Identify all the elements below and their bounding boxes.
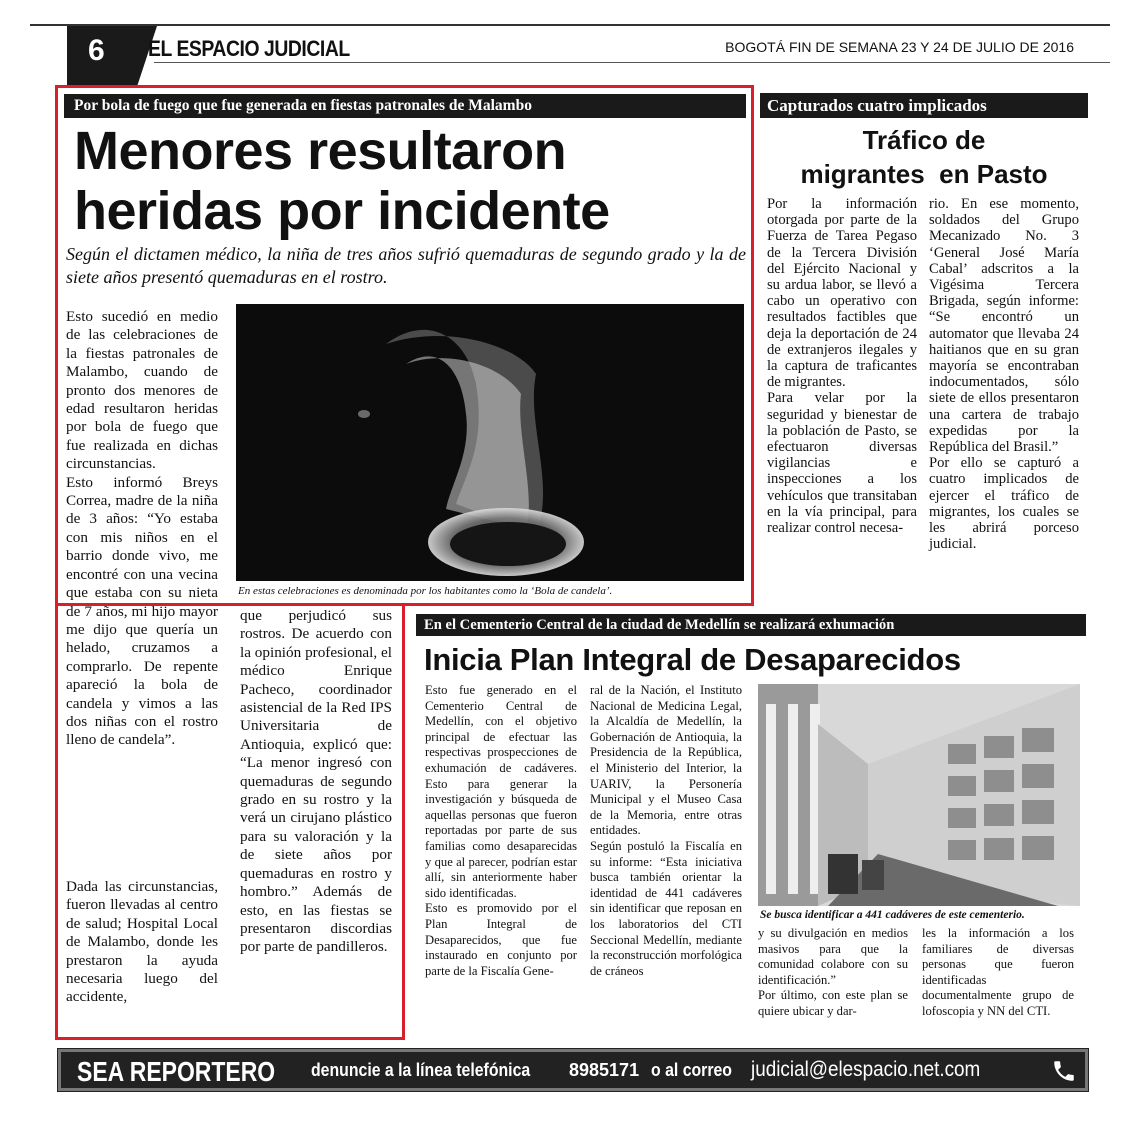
article1-photo-caption: En estas celebraciones es denominada por los habitantes como la ‘Bola de candela’. <box>238 585 613 597</box>
article1-col2-p1: que perjudicó sus rostros. De acuerdo con la opinión profesional, el médico Enrique Pacheco, coordinador asistencial de la Red IPS Universitaria de Antioquia, explicó que: “La menor ingresó con quemaduras de segundo grado en su rostro y la verá un cirujano plástico para su valoración y la de siete años por quemaduras en rostro y hombro.” Además de esto, en las fiestas se presentaron discordias por parte de pandilleros. <box>240 607 392 956</box>
article3-headline: Inicia Plan Integral de Desaparecidos <box>424 642 961 677</box>
page-header <box>30 20 1110 82</box>
article2-col2-p1: rio. En ese momento, soldados del Grupo Mecanizado No. 3 ‘General José María Cabal’ adscritos a la Vigésima Tercera Brigada, según informe: “Se encontró un automator que llevaba 24 haitianos que en su gran mayoría se encontraban indocumentados, sólo siete de ellos presentaron una cartera de trabajo expedidas por la República del Brasil.” <box>929 196 1079 456</box>
footer-email: judicial@elespacio.net.com <box>751 1058 981 1081</box>
article2-col1 <box>767 196 917 536</box>
fire-photo <box>236 304 744 581</box>
footer-phone: 8985171 <box>569 1060 640 1080</box>
header-rule-top <box>30 24 1110 26</box>
article3-col2 <box>590 683 742 979</box>
article1-headline-2: heridas por incidente <box>74 181 610 241</box>
article1-col1-p3: Dada las circunstancias, fueron llevadas al centro de salud; Hospital Local de Malambo, donde les prestaron la ayuda necesaria luego del accidente, <box>66 878 218 1006</box>
article1-headline-1: Menores resultaron <box>74 121 567 181</box>
article3-col1 <box>425 683 577 979</box>
article1-deck: Según el dictamen médico, la niña de tres años sufrió quemaduras de segundo grado y la de siete años presentó quemaduras en el rostro. <box>66 244 746 287</box>
section-title: EL ESPACIO JUDICIAL <box>148 36 350 61</box>
page-number: 6 <box>88 34 105 67</box>
article2-col2 <box>929 196 1079 552</box>
article3-col1-p2: Esto es promovido por el Plan Integral de Desaparecidos, que fue instaurado en conjunto por parte de la Fiscalía Gene- <box>425 901 577 978</box>
article2-col1-p1: Por la información otorgada por parte de la Fuerza de Tarea Pegaso de la Tercera División del Ejército Nacional y su ardua labor, se llevó a cabo un operativo con resultados factibles que deja la deportación de 24 de extranjeros ilegales y la captura de traficantes de migrantes. <box>767 196 917 391</box>
page-number-tab <box>67 26 157 86</box>
article1-col1-p1: Esto sucedió en medio de las celebraciones de la fiestas patronales de Malambo, cuando de pronto dos menores de edad resultaron heridas por bola de fuego que fue realizada en dichas circunstancias. <box>66 308 218 473</box>
article3-col3-p1: y su divulgación en medios masivos para que la comunidad colabore con su identificación.” <box>758 926 908 987</box>
footer-brand: SEA REPORTERO <box>77 1056 276 1087</box>
header-rule-bottom <box>154 62 1110 63</box>
article3-col3-p2: Por último, con este plan se quiere ubicar y dar- <box>758 988 908 1018</box>
article3-kicker: En el Cementerio Central de la ciudad de Medellín se realizará exhumación <box>416 614 1086 636</box>
article3-col1-p1: Esto fue generado en el Cementerio Central de Medellín, con el objetivo principal de efectuar las respectivas prospecciones de exhumación de cadáveres. Esto para generar la investigación y búsqueda de aquellas personas que fueron reportadas por parte de sus familias como desaparecidas y que al parecer, podrían estar allí, sin anteriormente haber sido identificadas. <box>425 683 577 900</box>
article2-kicker: Capturados cuatro implicados <box>760 93 1088 118</box>
article1-col1b <box>66 878 218 1007</box>
footer-text-mid: o al correo <box>651 1060 732 1080</box>
article1-col2 <box>240 607 392 957</box>
footer-banner <box>58 1049 1088 1091</box>
phone-icon <box>1051 1058 1077 1088</box>
article3-photo-caption: Se busca identificar a 441 cadáveres de este cementerio. <box>760 909 1025 921</box>
cemetery-corridor-image <box>758 684 1080 906</box>
article3-col3 <box>758 926 908 1020</box>
cemetery-photo <box>758 684 1080 906</box>
article2-col1-p2: Para velar por la seguridad y bienestar de la población de Pasto, se efectuaron diversas vigilancias e inspecciones a los vehículos que transitaban en la vía principal, para realizar control necesa- <box>767 390 917 537</box>
article3-col2-p2: Según postuló la Fiscalía en su informe: “Esta iniciativa busca también orientar la identidad de 441 cadáveres sin identificar que reposan en los laboratorios del CTI Seccional Medellín, mediante la reconstrucción morfológica de cráneos <box>590 838 742 978</box>
article1-kicker: Por bola de fuego que fue generada en fiestas patronales de Malambo <box>64 94 746 118</box>
footer-text-prefix: denuncie a la línea telefónica <box>311 1060 531 1080</box>
article2-col2-p2: Por ello se capturó a cuatro implicados de ejercer el tráfico de migrantes, los cuales se les abrirá porceso judicial. <box>929 455 1079 553</box>
article1-col1 <box>66 308 218 750</box>
fire-ball-image <box>236 304 744 581</box>
article3-col2-p1: ral de la Nación, el Instituto Nacional de Medicina Legal, la Alcaldía de Medellín, la Gobernación de Antioquia, la Presidencia de la República, el Ministerio del Interior, la UARIV, la Personería Municipal y el Museo Casa de la Memoria, entre otras entidades. <box>590 683 742 838</box>
article2-headline-1: Tráfico de <box>862 125 986 155</box>
dateline: BOGOTÁ FIN DE SEMANA 23 Y 24 DE JULIO DE 2016 <box>725 39 1074 55</box>
article2-headline-2: migrantes en Pasto <box>800 159 1048 189</box>
article1-frame-lower-right <box>402 603 754 606</box>
article3-col4-p1: les la información a los familiares de diversas personas que fueron identificadas documentalmente grupo de lofoscopia y NN del CTI. <box>922 926 1074 1018</box>
article1-col1-p2: Esto informó Breys Correa, madre de la niña de 3 años: “Yo estaba con mis niños en el barrio donde vivo, me encontré con una vecina que estaba con su nieta de 7 años, mi hijo mayor me dijo que quería un helado, cruzamos a comprarlo. De repente apareció la bola de candela y vimos a las dos niñas con el rostro lleno de candela”. <box>66 473 218 749</box>
article3-col4 <box>922 926 1074 1020</box>
